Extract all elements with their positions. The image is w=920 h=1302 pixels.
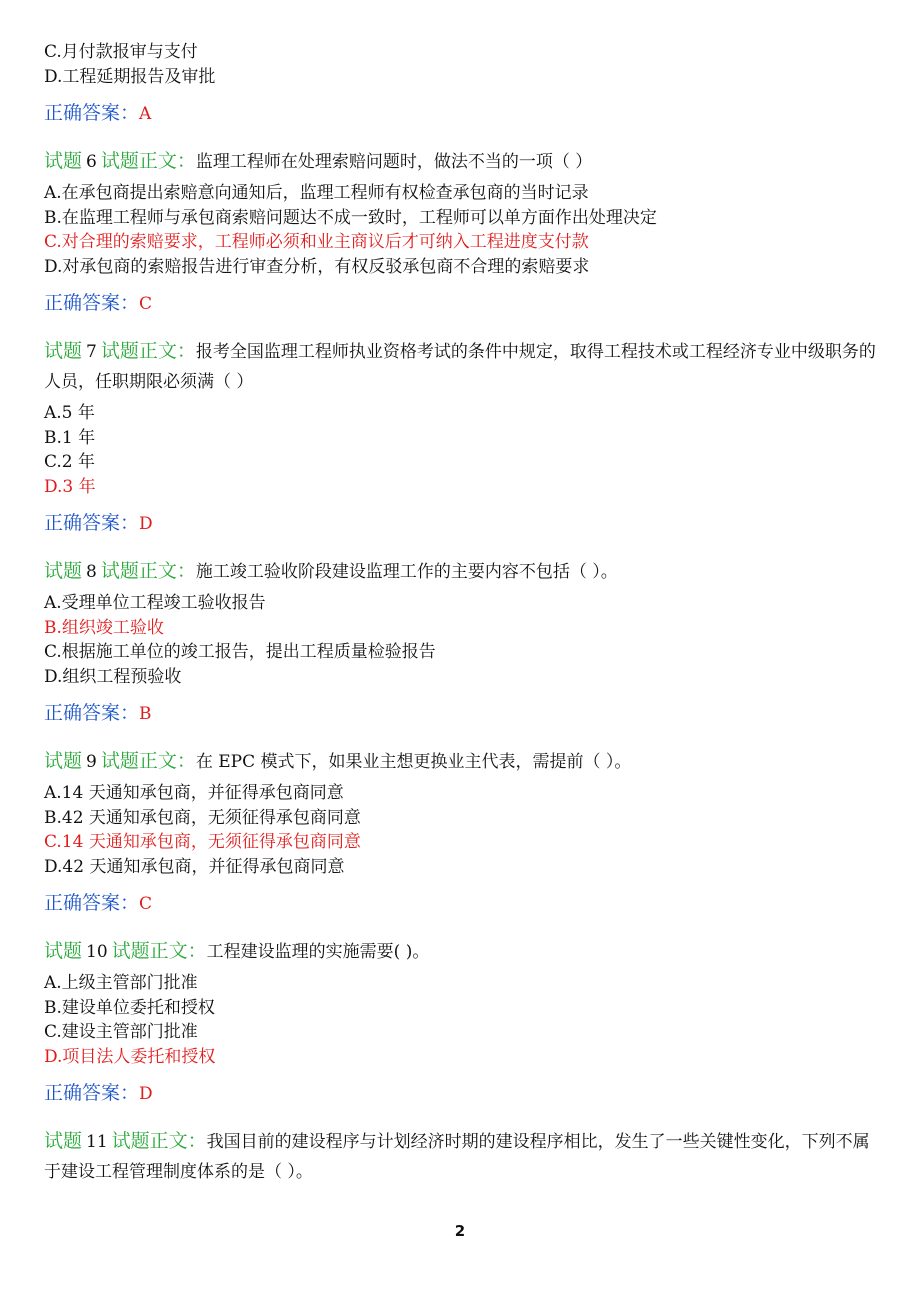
question-number: 8 [86, 562, 97, 582]
question-block [44, 936, 880, 1108]
question-body-label: 试题正文： [111, 1130, 207, 1152]
question-number: 10 [86, 942, 108, 962]
correct-answer [44, 889, 880, 918]
option-b: B.在监理工程师与承包商索赔问题达不成一致时，工程师可以单方面作出处理决定 [44, 207, 657, 228]
question-label: 试题 [44, 940, 83, 962]
option-c: C.14 天通知承包商，无须征得承包商同意 [44, 832, 361, 852]
question-block [44, 746, 880, 918]
question-body-label: 试题正文： [111, 940, 207, 962]
question-heading [44, 746, 880, 777]
question-text: 在 EPC 模式下，如果业主想更换业主代表，需提前（ ）。 [195, 752, 632, 772]
option-d: D.组织工程预验收 [44, 666, 182, 687]
question-label: 试题 [44, 1130, 83, 1152]
question-heading [44, 146, 880, 177]
question-heading [44, 1126, 880, 1187]
correct-answer [44, 699, 880, 728]
correct-answer [44, 509, 880, 538]
option-c: C.2 年 [44, 452, 96, 472]
question-label: 试题 [44, 340, 83, 362]
option-c: C.建设主管部门批准 [44, 1022, 198, 1042]
question-number: 9 [86, 752, 97, 772]
question-label: 试题 [44, 750, 83, 772]
correct-answer [44, 1079, 880, 1108]
previous-question-tail [44, 40, 880, 128]
option-b: B.1 年 [44, 427, 96, 448]
question-block [44, 1126, 880, 1187]
answer-label: 正确答案： [44, 892, 140, 914]
question-heading [44, 556, 880, 587]
question-block [44, 336, 880, 538]
answer-value: B [139, 704, 152, 724]
answer-value: D [139, 514, 153, 534]
correct-answer [44, 289, 880, 318]
option-b: B.组织竣工验收 [44, 617, 164, 638]
answer-label: 正确答案： [44, 1082, 140, 1104]
answer-value: A [139, 104, 152, 124]
page-number: 2 [454, 1222, 466, 1240]
question-label: 试题 [44, 150, 83, 172]
option-a: A.5 年 [44, 403, 95, 423]
question-body-label: 试题正文： [100, 750, 196, 772]
question-body-label: 试题正文： [100, 340, 196, 362]
answer-label: 正确答案： [44, 292, 140, 314]
option-c: C.根据施工单位的竣工报告，提出工程质量检验报告 [44, 642, 436, 662]
option-c: C.对合理的索赔要求，工程师必须和业主商议后才可纳入工程进度支付款 [44, 232, 589, 252]
question-number: 7 [86, 342, 97, 362]
answer-value: C [139, 894, 153, 914]
option-d: D.工程延期报告及审批 [44, 66, 216, 87]
question-body-label: 试题正文： [100, 560, 196, 582]
question-text: 我国目前的建设程序与计划经济时期的建设程序相比，发生了一些关键性变化，下列不属于建设工程管理制度体系的是（ ）。 [44, 1132, 870, 1182]
correct-answer [44, 99, 880, 128]
option-a: A.在承包商提出索赔意向通知后，监理工程师有权检查承包商的当时记录 [44, 183, 589, 203]
question-body-label: 试题正文： [100, 150, 196, 172]
option-b: B.建设单位委托和授权 [44, 997, 215, 1018]
option-a: A.14 天通知承包商，并征得承包商同意 [44, 783, 344, 803]
question-label: 试题 [44, 560, 83, 582]
question-number: 11 [86, 1132, 108, 1152]
option-d: D.项目法人委托和授权 [44, 1046, 216, 1067]
option-a: A.受理单位工程竣工验收报告 [44, 593, 266, 613]
question-list [44, 146, 880, 1187]
question-number: 6 [86, 152, 97, 172]
answer-value: C [139, 294, 153, 314]
answer-label: 正确答案： [44, 702, 140, 724]
option-d: D.42 天通知承包商，并征得承包商同意 [44, 856, 345, 877]
question-text: 工程建设监理的实施需要( )。 [206, 942, 430, 962]
option-a: A.上级主管部门批准 [44, 973, 198, 993]
question-text: 施工竣工验收阶段建设监理工作的主要内容不包括（ ）。 [195, 562, 618, 582]
document-page [44, 40, 880, 1191]
question-text: 监理工程师在处理索赔问题时，做法不当的一项（ ） [195, 152, 593, 172]
option-c: C.月付款报审与支付 [44, 42, 198, 62]
answer-value: D [139, 1084, 153, 1104]
answer-label: 正确答案： [44, 102, 140, 124]
question-text: 报考全国监理工程师执业资格考试的条件中规定，取得工程技术或工程经济专业中级职务的人员，任职期限必须满（ ） [44, 342, 876, 392]
question-heading [44, 336, 880, 397]
question-block [44, 556, 880, 728]
question-block [44, 146, 880, 318]
answer-label: 正确答案： [44, 512, 140, 534]
option-d: D.3 年 [44, 476, 96, 497]
option-d: D.对承包商的索赔报告进行审查分析，有权反驳承包商不合理的索赔要求 [44, 256, 590, 277]
option-b: B.42 天通知承包商，无须征得承包商同意 [44, 807, 361, 828]
question-heading [44, 936, 880, 967]
